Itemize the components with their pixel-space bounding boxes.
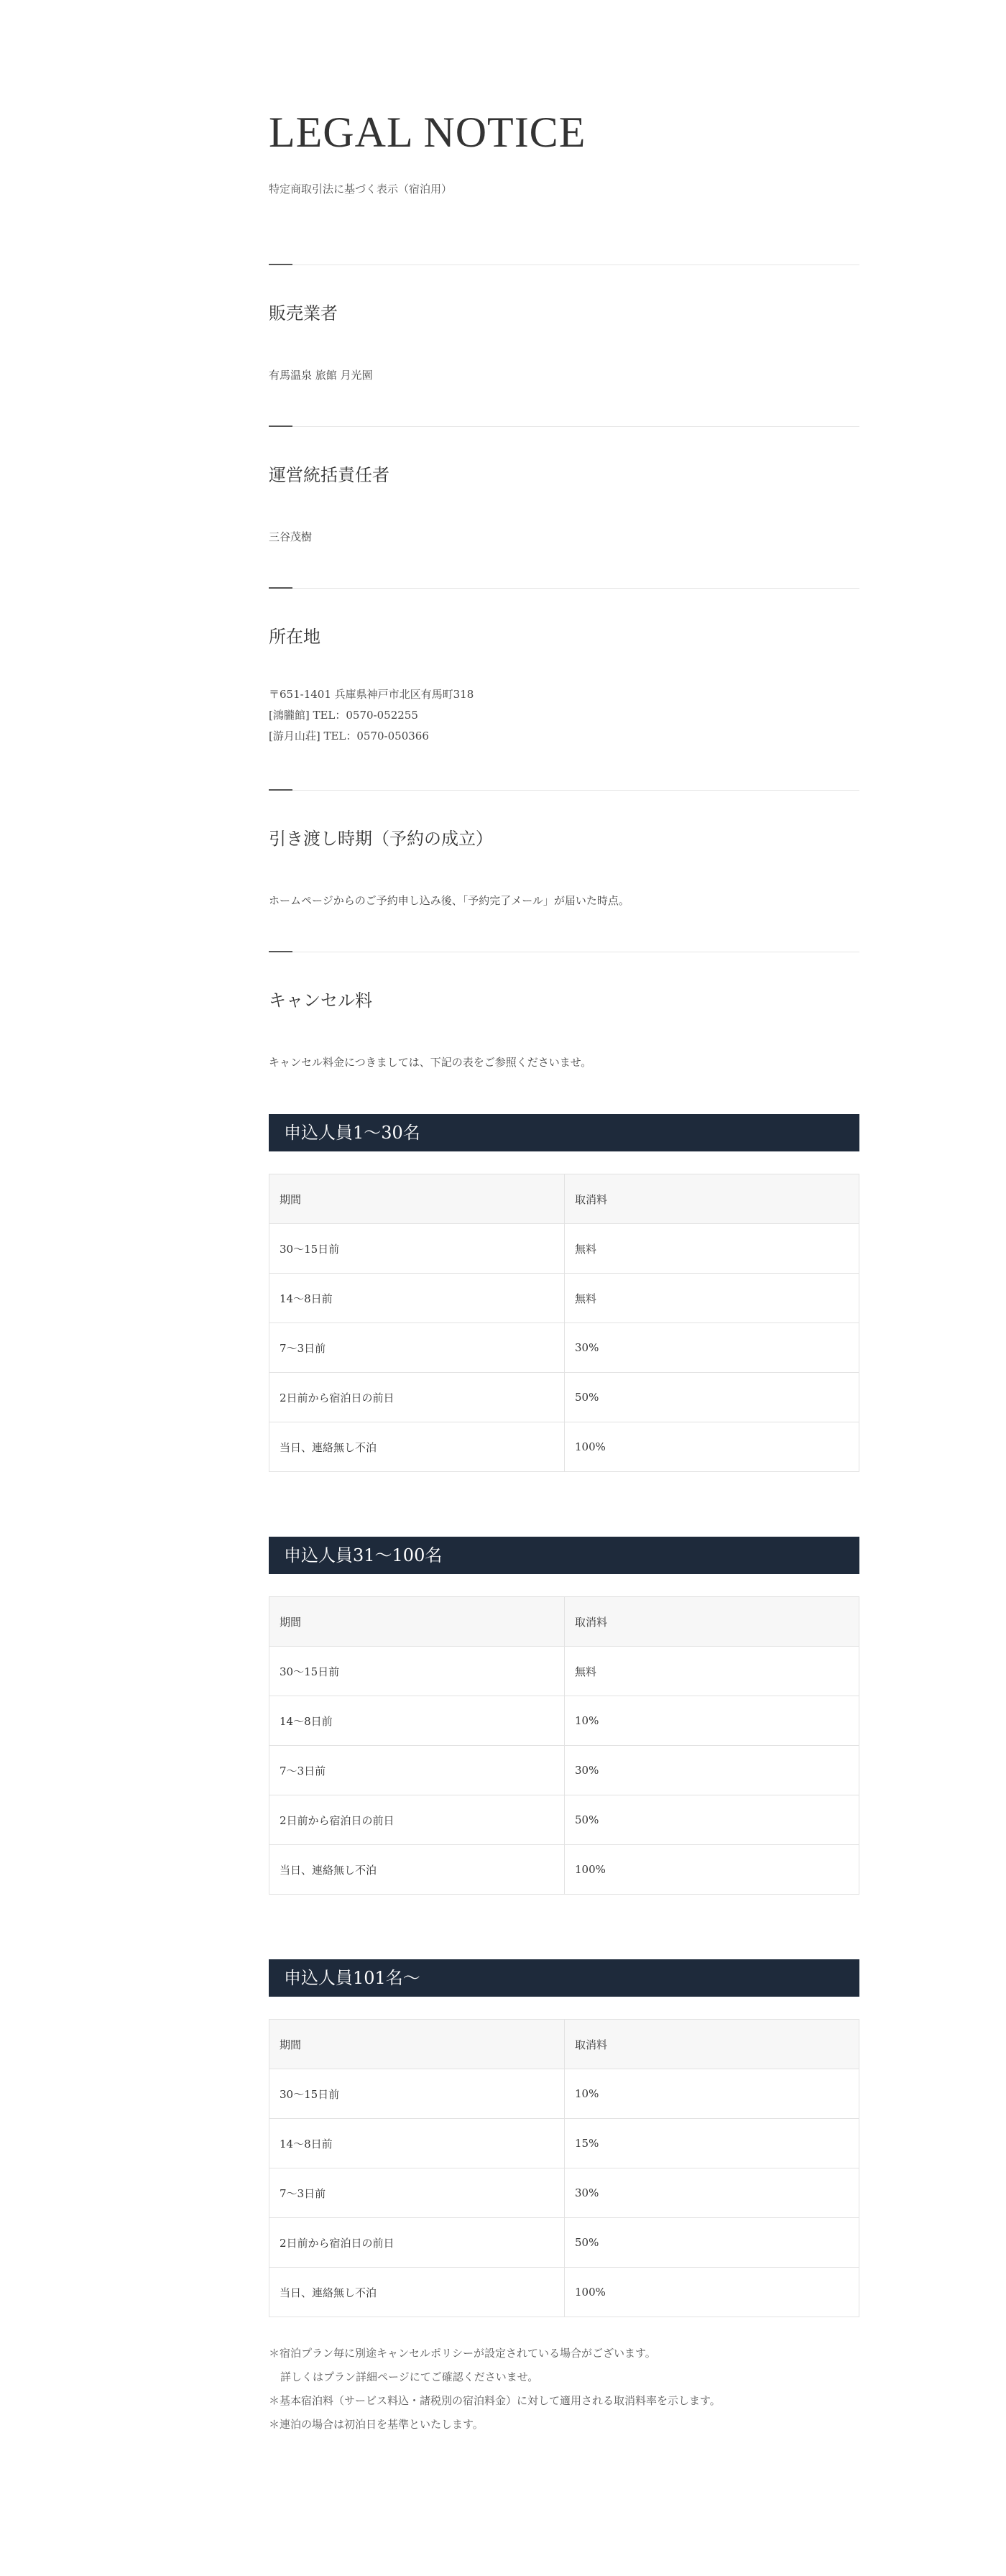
- section-manager: [269, 426, 859, 570]
- cell-period: 30～15日前: [269, 2069, 565, 2119]
- cell-fee: 10%: [565, 1696, 859, 1746]
- section-heading: 引き渡し時期（予約の成立）: [269, 829, 493, 849]
- cell-fee: 30%: [565, 2168, 859, 2218]
- section-divider-accent: [269, 587, 292, 589]
- cell-fee: 無料: [565, 1274, 859, 1323]
- cell-period: 当日、連絡無し不泊: [269, 2268, 565, 2317]
- table-row: [269, 1422, 859, 1472]
- cell-fee: 50%: [565, 1373, 859, 1422]
- section-divider-accent: [269, 264, 292, 265]
- table-row: [269, 1647, 859, 1696]
- section-heading: 運営統括責任者: [269, 465, 389, 485]
- cell-fee: 30%: [565, 1323, 859, 1373]
- table-row: [269, 2218, 859, 2268]
- cell-fee: 50%: [565, 2218, 859, 2268]
- cell-period: 7～3日前: [269, 1323, 565, 1373]
- section-delivery: [269, 790, 859, 934]
- section-heading: 所在地: [269, 627, 320, 647]
- cell-fee: 50%: [565, 1795, 859, 1845]
- table-row: [269, 2119, 859, 2168]
- note-line: ＊連泊の場合は初泊日を基準といたします。: [269, 2418, 484, 2431]
- section-divider: [269, 790, 859, 791]
- section-body: [269, 684, 474, 747]
- section-cancellation: [269, 952, 859, 1095]
- note-line: 詳しくはプラン詳細ページにてご確認くださいませ。: [280, 2370, 539, 2383]
- cell-period: 当日、連絡無し不泊: [269, 1422, 565, 1472]
- section-body: [269, 1052, 591, 1073]
- section-divider-accent: [269, 426, 292, 427]
- cell-fee: 15%: [565, 2119, 859, 2168]
- cancellation-table-101-plus: [269, 1959, 859, 2317]
- table-row: [269, 1274, 859, 1323]
- page-title: LEGAL NOTICE: [269, 109, 586, 156]
- section-seller: [269, 264, 859, 408]
- table-row: [269, 1696, 859, 1746]
- table-header-row: [269, 1597, 859, 1647]
- section-line: 有馬温泉 旅館 月光園: [269, 369, 373, 382]
- note-line: ＊宿泊プラン毎に別途キャンセルポリシーが設定されている場合がございます。: [269, 2347, 656, 2360]
- table-title: 申込人員101名～: [269, 1959, 859, 1997]
- cancellation-table-1-30: [269, 1114, 859, 1472]
- table-row: [269, 1746, 859, 1795]
- cell-period: 14～8日前: [269, 2119, 565, 2168]
- section-heading: 販売業者: [269, 303, 338, 323]
- cell-fee: 10%: [565, 2069, 859, 2119]
- cell-period: 30～15日前: [269, 1224, 565, 1274]
- cell-period: 2日前から宿泊日の前日: [269, 1795, 565, 1845]
- header-fee: 取消料: [565, 1174, 859, 1224]
- header-fee: 取消料: [565, 2020, 859, 2069]
- section-body: [269, 365, 373, 386]
- cell-period: 当日、連絡無し不泊: [269, 1845, 565, 1895]
- header-period: 期間: [269, 1174, 565, 1224]
- table-row: [269, 1323, 859, 1373]
- cancellation-table-31-100: [269, 1537, 859, 1895]
- table-row: [269, 2069, 859, 2119]
- table-row: [269, 1373, 859, 1422]
- table-title: 申込人員1～30名: [269, 1114, 859, 1151]
- section-heading: キャンセル料: [269, 990, 372, 1011]
- cell-fee: 無料: [565, 1647, 859, 1696]
- section-line: 〒651-1401 兵庫県神戸市北区有馬町318: [269, 688, 474, 701]
- cell-fee: 30%: [565, 1746, 859, 1795]
- table-row: [269, 2168, 859, 2218]
- section-line: 三谷茂樹: [269, 530, 313, 543]
- section-divider-accent: [269, 951, 292, 952]
- section-divider: [269, 588, 859, 589]
- header-period: 期間: [269, 1597, 565, 1647]
- cancellation-fee-table: [269, 2019, 859, 2317]
- table-row: [269, 1845, 859, 1895]
- cell-fee: 100%: [565, 2268, 859, 2317]
- cell-period: 2日前から宿泊日の前日: [269, 2218, 565, 2268]
- section-body: [269, 527, 312, 548]
- section-line: [游月山荘] TEL：0570-050366: [269, 730, 429, 742]
- cell-fee: 100%: [565, 1845, 859, 1895]
- table-header-row: [269, 1174, 859, 1224]
- cell-period: 14～8日前: [269, 1274, 565, 1323]
- section-body: [269, 891, 629, 911]
- cell-period: 7～3日前: [269, 2168, 565, 2218]
- cell-period: 14～8日前: [269, 1696, 565, 1746]
- notes: [269, 2342, 721, 2437]
- header-fee: 取消料: [565, 1597, 859, 1647]
- section-divider-accent: [269, 789, 292, 791]
- table-row: [269, 1795, 859, 1845]
- table-header-row: [269, 2020, 859, 2069]
- section-line: ホームページからのご予約申し込み後、「予約完了メール」が届いた時点。: [269, 894, 629, 907]
- cancellation-fee-table: [269, 1174, 859, 1472]
- table-title: 申込人員31～100名: [269, 1537, 859, 1574]
- section-divider: [269, 264, 859, 265]
- section-line: [鴻朧館] TEL：0570-052255: [269, 709, 418, 722]
- section-divider: [269, 426, 859, 427]
- page-subtitle: 特定商取引法に基づく表示（宿泊用）: [269, 183, 453, 196]
- section-address: [269, 588, 859, 782]
- cell-fee: 100%: [565, 1422, 859, 1472]
- cell-period: 7～3日前: [269, 1746, 565, 1795]
- section-line: キャンセル料金につきましては、下記の表をご参照くださいませ。: [269, 1056, 592, 1069]
- header-period: 期間: [269, 2020, 565, 2069]
- cell-period: 2日前から宿泊日の前日: [269, 1373, 565, 1422]
- note-line: ＊基本宿泊料（サービス料込・諸税別の宿泊料金）に対して適用される取消料率を示します。: [269, 2394, 721, 2407]
- table-row: [269, 1224, 859, 1274]
- cell-fee: 無料: [565, 1224, 859, 1274]
- cell-period: 30～15日前: [269, 1647, 565, 1696]
- table-row: [269, 2268, 859, 2317]
- cancellation-fee-table: [269, 1596, 859, 1895]
